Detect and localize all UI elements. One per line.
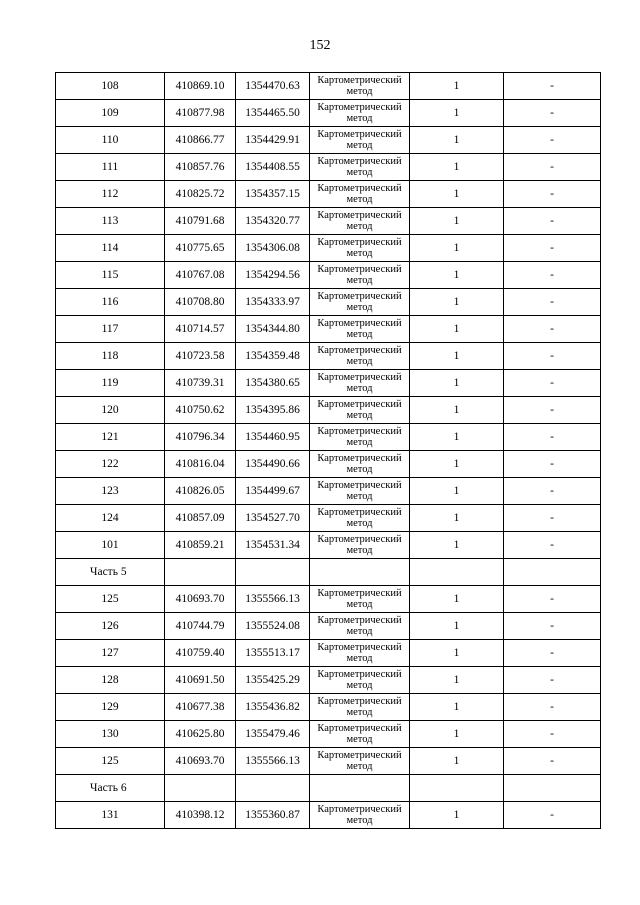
y-coordinate-cell: 1354357.15: [236, 181, 310, 208]
accuracy-cell: 1: [410, 721, 504, 748]
y-coordinate-cell: 1354429.91: [236, 127, 310, 154]
note-cell: -: [504, 505, 601, 532]
accuracy-cell: 1: [410, 262, 504, 289]
y-coordinate-cell: 1354344.80: [236, 316, 310, 343]
table-row: [56, 802, 601, 829]
accuracy-cell: 1: [410, 640, 504, 667]
note-cell: -: [504, 586, 601, 613]
note-cell: -: [504, 316, 601, 343]
method-cell: Картометрический метод: [310, 505, 410, 532]
x-coordinate-cell: 410625.80: [165, 721, 236, 748]
method-cell: Картометрический метод: [310, 451, 410, 478]
accuracy-cell: 1: [410, 235, 504, 262]
x-coordinate-cell: 410750.62: [165, 397, 236, 424]
point-number-cell: 111: [56, 154, 165, 181]
note-cell: -: [504, 235, 601, 262]
coordinates-table-body: [56, 73, 601, 829]
accuracy-cell: 1: [410, 478, 504, 505]
method-cell: Картометрический метод: [310, 424, 410, 451]
x-coordinate-cell: 410826.05: [165, 478, 236, 505]
point-number-cell: 118: [56, 343, 165, 370]
table-row: [56, 73, 601, 100]
point-number-cell: 125: [56, 748, 165, 775]
y-coordinate-cell: 1354408.55: [236, 154, 310, 181]
table-row: [56, 505, 601, 532]
x-coordinate-cell: 410708.80: [165, 289, 236, 316]
method-cell: Картометрический метод: [310, 73, 410, 100]
method-cell: Картометрический метод: [310, 127, 410, 154]
y-coordinate-cell: 1354527.70: [236, 505, 310, 532]
accuracy-cell: 1: [410, 316, 504, 343]
point-number-cell: 130: [56, 721, 165, 748]
point-number-cell: 114: [56, 235, 165, 262]
empty-cell: [410, 775, 504, 802]
table-row: [56, 586, 601, 613]
point-number-cell: 109: [56, 100, 165, 127]
y-coordinate-cell: 1355479.46: [236, 721, 310, 748]
empty-cell: [410, 559, 504, 586]
x-coordinate-cell: 410677.38: [165, 694, 236, 721]
method-cell: Картометрический метод: [310, 370, 410, 397]
x-coordinate-cell: 410816.04: [165, 451, 236, 478]
table-row: [56, 370, 601, 397]
point-number-cell: 113: [56, 208, 165, 235]
part-header-row: [56, 775, 601, 802]
accuracy-cell: 1: [410, 694, 504, 721]
table-row: [56, 748, 601, 775]
x-coordinate-cell: 410825.72: [165, 181, 236, 208]
note-cell: -: [504, 208, 601, 235]
table-row: [56, 154, 601, 181]
y-coordinate-cell: 1354306.08: [236, 235, 310, 262]
x-coordinate-cell: 410767.08: [165, 262, 236, 289]
accuracy-cell: 1: [410, 802, 504, 829]
y-coordinate-cell: 1354395.86: [236, 397, 310, 424]
note-cell: -: [504, 802, 601, 829]
accuracy-cell: 1: [410, 451, 504, 478]
x-coordinate-cell: 410714.57: [165, 316, 236, 343]
note-cell: -: [504, 289, 601, 316]
x-coordinate-cell: 410398.12: [165, 802, 236, 829]
note-cell: -: [504, 694, 601, 721]
method-cell: Картометрический метод: [310, 289, 410, 316]
note-cell: -: [504, 613, 601, 640]
y-coordinate-cell: 1355566.13: [236, 586, 310, 613]
x-coordinate-cell: 410857.76: [165, 154, 236, 181]
point-number-cell: 129: [56, 694, 165, 721]
accuracy-cell: 1: [410, 208, 504, 235]
coordinates-table: [55, 72, 601, 829]
accuracy-cell: 1: [410, 370, 504, 397]
note-cell: -: [504, 721, 601, 748]
x-coordinate-cell: 410739.31: [165, 370, 236, 397]
table-row: [56, 478, 601, 505]
point-number-cell: 124: [56, 505, 165, 532]
note-cell: -: [504, 397, 601, 424]
table-row: [56, 613, 601, 640]
y-coordinate-cell: 1354359.48: [236, 343, 310, 370]
accuracy-cell: 1: [410, 505, 504, 532]
x-coordinate-cell: 410744.79: [165, 613, 236, 640]
table-row: [56, 127, 601, 154]
table-row: [56, 667, 601, 694]
table-row: [56, 451, 601, 478]
point-number-cell: 101: [56, 532, 165, 559]
y-coordinate-cell: 1354531.34: [236, 532, 310, 559]
y-coordinate-cell: 1354499.67: [236, 478, 310, 505]
table-row: [56, 532, 601, 559]
method-cell: Картометрический метод: [310, 694, 410, 721]
note-cell: -: [504, 640, 601, 667]
accuracy-cell: 1: [410, 73, 504, 100]
x-coordinate-cell: 410877.98: [165, 100, 236, 127]
x-coordinate-cell: 410859.21: [165, 532, 236, 559]
point-number-cell: 116: [56, 289, 165, 316]
note-cell: -: [504, 262, 601, 289]
point-number-cell: 121: [56, 424, 165, 451]
point-number-cell: 119: [56, 370, 165, 397]
note-cell: -: [504, 532, 601, 559]
method-cell: Картометрический метод: [310, 397, 410, 424]
part-label: Часть 6: [56, 775, 165, 802]
table-row: [56, 262, 601, 289]
table-row: [56, 208, 601, 235]
x-coordinate-cell: 410791.68: [165, 208, 236, 235]
point-number-cell: 110: [56, 127, 165, 154]
point-number-cell: 120: [56, 397, 165, 424]
y-coordinate-cell: 1354380.65: [236, 370, 310, 397]
x-coordinate-cell: 410723.58: [165, 343, 236, 370]
y-coordinate-cell: 1355360.87: [236, 802, 310, 829]
accuracy-cell: 1: [410, 181, 504, 208]
point-number-cell: 127: [56, 640, 165, 667]
point-number-cell: 117: [56, 316, 165, 343]
note-cell: -: [504, 370, 601, 397]
y-coordinate-cell: 1355425.29: [236, 667, 310, 694]
note-cell: -: [504, 343, 601, 370]
point-number-cell: 126: [56, 613, 165, 640]
accuracy-cell: 1: [410, 343, 504, 370]
point-number-cell: 131: [56, 802, 165, 829]
empty-cell: [236, 559, 310, 586]
accuracy-cell: 1: [410, 397, 504, 424]
method-cell: Картометрический метод: [310, 154, 410, 181]
empty-cell: [310, 559, 410, 586]
method-cell: Картометрический метод: [310, 208, 410, 235]
accuracy-cell: 1: [410, 424, 504, 451]
point-number-cell: 108: [56, 73, 165, 100]
note-cell: -: [504, 100, 601, 127]
page-number: 152: [309, 38, 331, 53]
accuracy-cell: 1: [410, 154, 504, 181]
empty-cell: [236, 775, 310, 802]
accuracy-cell: 1: [410, 748, 504, 775]
point-number-cell: 112: [56, 181, 165, 208]
table-row: [56, 289, 601, 316]
method-cell: Картометрический метод: [310, 235, 410, 262]
table-row: [56, 235, 601, 262]
table-row: [56, 316, 601, 343]
note-cell: -: [504, 451, 601, 478]
x-coordinate-cell: 410775.65: [165, 235, 236, 262]
method-cell: Картометрический метод: [310, 316, 410, 343]
point-number-cell: 115: [56, 262, 165, 289]
empty-cell: [310, 775, 410, 802]
table-row: [56, 100, 601, 127]
method-cell: Картометрический метод: [310, 181, 410, 208]
empty-cell: [504, 775, 601, 802]
point-number-cell: 122: [56, 451, 165, 478]
part-header-row: [56, 559, 601, 586]
method-cell: Картометрический метод: [310, 586, 410, 613]
x-coordinate-cell: 410796.34: [165, 424, 236, 451]
x-coordinate-cell: 410866.77: [165, 127, 236, 154]
empty-cell: [165, 775, 236, 802]
note-cell: -: [504, 748, 601, 775]
accuracy-cell: 1: [410, 667, 504, 694]
method-cell: Картометрический метод: [310, 262, 410, 289]
method-cell: Картометрический метод: [310, 100, 410, 127]
note-cell: -: [504, 154, 601, 181]
x-coordinate-cell: 410693.70: [165, 586, 236, 613]
accuracy-cell: 1: [410, 289, 504, 316]
y-coordinate-cell: 1355524.08: [236, 613, 310, 640]
note-cell: -: [504, 181, 601, 208]
point-number-cell: 123: [56, 478, 165, 505]
table-row: [56, 343, 601, 370]
accuracy-cell: 1: [410, 586, 504, 613]
y-coordinate-cell: 1355513.17: [236, 640, 310, 667]
y-coordinate-cell: 1354465.50: [236, 100, 310, 127]
accuracy-cell: 1: [410, 613, 504, 640]
note-cell: -: [504, 478, 601, 505]
y-coordinate-cell: 1354320.77: [236, 208, 310, 235]
accuracy-cell: 1: [410, 100, 504, 127]
empty-cell: [165, 559, 236, 586]
y-coordinate-cell: 1354490.66: [236, 451, 310, 478]
table-row: [56, 424, 601, 451]
table-row: [56, 397, 601, 424]
empty-cell: [504, 559, 601, 586]
point-number-cell: 128: [56, 667, 165, 694]
y-coordinate-cell: 1354470.63: [236, 73, 310, 100]
table-row: [56, 694, 601, 721]
method-cell: Картометрический метод: [310, 532, 410, 559]
x-coordinate-cell: 410759.40: [165, 640, 236, 667]
method-cell: Картометрический метод: [310, 478, 410, 505]
y-coordinate-cell: 1355436.82: [236, 694, 310, 721]
method-cell: Картометрический метод: [310, 667, 410, 694]
note-cell: -: [504, 424, 601, 451]
note-cell: -: [504, 127, 601, 154]
table-row: [56, 721, 601, 748]
y-coordinate-cell: 1354333.97: [236, 289, 310, 316]
note-cell: -: [504, 73, 601, 100]
x-coordinate-cell: 410857.09: [165, 505, 236, 532]
accuracy-cell: 1: [410, 127, 504, 154]
y-coordinate-cell: 1354460.95: [236, 424, 310, 451]
method-cell: Картометрический метод: [310, 343, 410, 370]
note-cell: -: [504, 667, 601, 694]
method-cell: Картометрический метод: [310, 721, 410, 748]
x-coordinate-cell: 410691.50: [165, 667, 236, 694]
table-row: [56, 181, 601, 208]
method-cell: Картометрический метод: [310, 802, 410, 829]
method-cell: Картометрический метод: [310, 613, 410, 640]
table-row: [56, 640, 601, 667]
x-coordinate-cell: 410693.70: [165, 748, 236, 775]
part-label: Часть 5: [56, 559, 165, 586]
x-coordinate-cell: 410869.10: [165, 73, 236, 100]
accuracy-cell: 1: [410, 532, 504, 559]
y-coordinate-cell: 1355566.13: [236, 748, 310, 775]
method-cell: Картометрический метод: [310, 640, 410, 667]
point-number-cell: 125: [56, 586, 165, 613]
method-cell: Картометрический метод: [310, 748, 410, 775]
y-coordinate-cell: 1354294.56: [236, 262, 310, 289]
